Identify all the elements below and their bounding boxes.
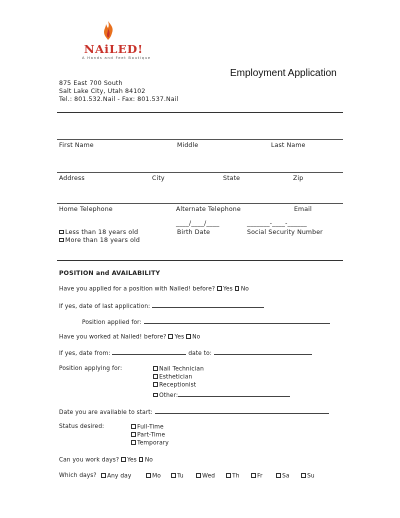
last-application-date-field[interactable]	[152, 302, 264, 308]
age-over-18-option[interactable]: More than 18 years old	[59, 237, 140, 244]
alternate-telephone-label: Alternate Telephone	[176, 206, 241, 213]
checkbox-icon[interactable]	[186, 334, 191, 339]
address-label: Address	[59, 175, 85, 182]
page-title: Employment Application	[230, 68, 337, 79]
position-option-receptionist[interactable]: Receptionist	[153, 382, 196, 388]
position-option-other[interactable]: Other:	[153, 391, 290, 399]
city-label: City	[152, 175, 165, 182]
flame-logo-icon	[102, 21, 114, 40]
email-label: Email	[294, 206, 312, 213]
q-applied-before: Have you applied for a position with Nailed! before? Yes No	[59, 286, 249, 293]
checkbox-icon[interactable]	[146, 473, 151, 478]
checkbox-icon[interactable]	[121, 457, 126, 462]
checkbox-icon[interactable]	[168, 334, 173, 339]
checkbox-icon[interactable]	[235, 286, 240, 291]
checkbox-icon[interactable]	[171, 473, 176, 478]
checkbox-icon[interactable]	[226, 473, 231, 478]
checkbox-icon[interactable]	[153, 393, 158, 398]
checkbox-icon[interactable]	[153, 366, 158, 371]
logo-tagline: A Hands and Feet Boutique	[82, 56, 151, 60]
checkbox-icon[interactable]	[131, 440, 136, 445]
address-line-2: Salt Lake City, Utah 84102	[59, 88, 146, 95]
ssn-label: Social Security Number	[247, 229, 323, 236]
checkbox-icon[interactable]	[276, 473, 281, 478]
q-status-label: Status desired:	[59, 424, 105, 430]
status-option-part-time[interactable]: Part-Time	[131, 432, 165, 438]
q-work-days: Can you work days? Yes No	[59, 457, 153, 464]
other-position-field[interactable]	[178, 391, 290, 397]
age-under-18-option[interactable]: Less than 18 years old	[59, 229, 138, 236]
birth-date-blank[interactable]: ____/____/____	[176, 220, 220, 227]
q-work-dates: If yes, date from: date to:	[59, 349, 312, 357]
middle-name-label: Middle	[177, 142, 199, 149]
date-from-field[interactable]	[112, 349, 186, 355]
checkbox-icon[interactable]	[131, 432, 136, 437]
q-worked-before: Have you worked at Nailed! before? Yes No	[59, 334, 201, 341]
day-option-th[interactable]: Th	[226, 473, 240, 479]
header-rule	[57, 112, 343, 113]
checkbox-icon[interactable]	[131, 424, 136, 429]
checkbox-icon[interactable]	[153, 382, 158, 387]
position-option-nail-technician[interactable]: Nail Technician	[153, 366, 204, 372]
logo-text: NAiLED!	[84, 42, 144, 56]
section-title: POSITION and AVAILABILITY	[59, 270, 161, 277]
checkbox-icon[interactable]	[59, 238, 64, 243]
checkbox-icon[interactable]	[217, 286, 222, 291]
date-to-field[interactable]	[214, 349, 312, 355]
birth-date-label: Birth Date	[177, 229, 211, 236]
position-option-esthetician[interactable]: Esthetician	[153, 374, 192, 380]
address-line-1: 875 East 700 South	[59, 80, 123, 87]
day-option-tu[interactable]: Tu	[171, 473, 184, 479]
section-rule	[57, 260, 343, 261]
q-last-application-date: If yes, date of last application:	[59, 302, 264, 310]
day-option-wed[interactable]: Wed	[196, 473, 215, 479]
day-option-sa[interactable]: Sa	[276, 473, 290, 479]
position-applied-field[interactable]	[144, 318, 330, 324]
q-position-applying-label: Position applying for:	[59, 366, 123, 372]
status-option-temporary[interactable]: Temporary	[131, 440, 169, 446]
q-position-applied: Position applied for:	[82, 318, 330, 326]
checkbox-icon[interactable]	[59, 230, 64, 235]
day-option-any[interactable]: Any day	[101, 473, 131, 479]
checkbox-icon[interactable]	[153, 374, 158, 379]
day-option-mo[interactable]: Mo	[146, 473, 161, 479]
address-field-line[interactable]	[57, 172, 343, 173]
day-option-fr[interactable]: Fr	[251, 473, 263, 479]
name-field-line[interactable]	[57, 139, 343, 140]
q-start-date: Date you are available to start:	[59, 408, 329, 416]
last-name-label: Last Name	[271, 142, 306, 149]
state-label: State	[223, 175, 241, 182]
q-which-days-label: Which days?	[59, 473, 97, 479]
checkbox-icon[interactable]	[139, 457, 144, 462]
day-option-su[interactable]: Su	[301, 473, 315, 479]
phone-field-line[interactable]	[57, 203, 343, 204]
first-name-label: First Name	[59, 142, 94, 149]
checkbox-icon[interactable]	[251, 473, 256, 478]
zip-label: Zip	[293, 175, 304, 182]
checkbox-icon[interactable]	[301, 473, 306, 478]
start-date-field[interactable]	[155, 408, 329, 414]
ssn-blank[interactable]: _______-____-______	[247, 220, 307, 227]
checkbox-icon[interactable]	[196, 473, 201, 478]
phone-fax-line: Tel.: 801.532.Nail - Fax: 801.537.Nail	[59, 96, 179, 103]
checkbox-icon[interactable]	[101, 473, 106, 478]
status-option-full-time[interactable]: Full-Time	[131, 424, 164, 430]
home-telephone-label: Home Telephone	[59, 206, 113, 213]
